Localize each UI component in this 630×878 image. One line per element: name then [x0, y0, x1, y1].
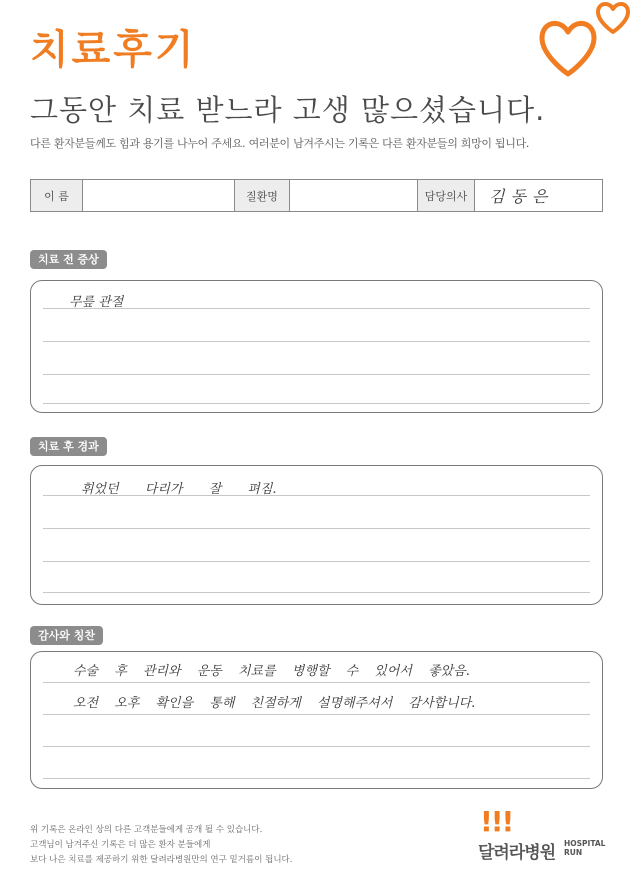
doctor-field[interactable]: 김동은: [489, 187, 554, 206]
before-symptoms-text: 무릎 관절: [69, 295, 124, 310]
disease-label: 질환명: [235, 180, 290, 211]
logo-english-line2: RUN: [564, 848, 583, 857]
thanks-text-line1: 수술 후 관리와 운동 치료를 병행할 수 있어서 좋았음.: [73, 664, 470, 679]
name-label: 이 름: [31, 180, 83, 211]
logo-english-line1: HOSPITAL: [564, 839, 606, 848]
before-symptoms-box[interactable]: [30, 280, 603, 413]
exclamation-icon: !!!: [480, 805, 513, 838]
thanks-text-line2: 오전 오후 확인을 통해 친절하게 설명해주셔서 감사합니다.: [73, 696, 476, 711]
thanks-box[interactable]: [30, 651, 603, 789]
after-progress-box[interactable]: [30, 465, 603, 605]
thanks-tag: 감사와 칭찬: [30, 626, 103, 645]
doctor-label: 담당의사: [418, 180, 475, 211]
headline: 그동안 치료 받느라 고생 많으셨습니다.: [30, 93, 546, 127]
name-field[interactable]: [83, 180, 235, 211]
subline: 다른 환자분들께도 힘과 용기를 나누어 주세요. 여러분이 남겨주시는 기록은 다른 환자분들의 희망이 됩니다.: [30, 137, 530, 150]
hospital-logo: [478, 805, 608, 868]
footer-note-2: 고객님이 남겨주신 기록은 더 많은 환자 분들에게: [30, 840, 211, 850]
logo-english: [564, 839, 605, 857]
footer-note-1: 위 기록은 온라인 상의 다른 고객분들에게 공개 될 수 있습니다.: [30, 825, 263, 835]
after-progress-text: 휘었던 다리가 잘 펴짐.: [81, 482, 277, 497]
page-title: 치료후기: [30, 27, 197, 73]
info-table: [30, 179, 603, 212]
disease-field[interactable]: [290, 180, 418, 211]
after-progress-tag: 치료 후 경과: [30, 437, 107, 456]
footer-note-3: 보다 나은 치료를 제공하기 위한 달려라병원만의 연구 밑거름이 됩니다.: [30, 855, 293, 865]
heart-icon: [470, 0, 630, 90]
before-symptoms-tag: 치료 전 증상: [30, 250, 107, 269]
logo-name: 달려라병원: [478, 843, 556, 863]
